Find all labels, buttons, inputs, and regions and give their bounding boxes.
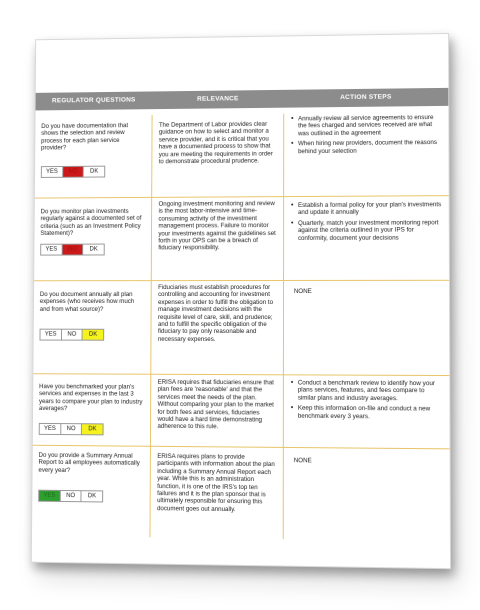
header-relevance: RELEVANCE <box>197 95 239 103</box>
actions-cell <box>284 196 449 280</box>
question-cell <box>32 446 150 538</box>
table-row <box>33 374 450 449</box>
question-text: Have you benchmarked your plan's services and expenses in the last 3 years to compare your plan to industry averages? <box>38 383 143 413</box>
answer-selector <box>40 243 105 255</box>
table-body <box>32 112 450 542</box>
relevance-text: Fiduciaries must establish procedures for controlling and accounting for investment expenses in order to fulfill the obligation to manage investment decisions with the requisite level of care, skill, and prudence; and to fulfill the specific obligation of the fiduciary to pay only reasonable and necessary expenses. <box>157 283 274 343</box>
document-page <box>31 33 451 569</box>
answer-yes[interactable]: YES <box>39 491 60 501</box>
answer-no[interactable]: NO <box>63 166 84 176</box>
question-cell <box>33 374 151 446</box>
question-cell <box>33 281 151 374</box>
actions-cell <box>284 281 450 375</box>
answer-no[interactable]: NO <box>61 424 82 434</box>
question-text: Do you document annually all plan expenses (who receives how much and from what source)? <box>39 291 135 313</box>
relevance-cell <box>151 281 284 374</box>
answer-no[interactable]: NO <box>62 330 83 340</box>
actions-cell <box>284 448 450 542</box>
answer-selector <box>39 423 104 435</box>
question-text: Do you have documentation that shows the selection and review process for each plan service provider? <box>41 122 129 152</box>
table-row <box>33 281 449 376</box>
action-none: NONE <box>293 287 312 295</box>
relevance-text: ERISA requires that fiduciaries ensure that plan fees are 'reasonable' and that the services meet the needs of the plan. Without comparing your plan to the market for both fees and services, fiduciaries would have a hard time demonstrating adherence to this rule. <box>157 378 274 431</box>
header-actions: ACTION STEPS <box>340 93 392 102</box>
answer-yes[interactable]: YES <box>42 167 63 177</box>
action-item: • Keep this information on-file and conduct a new benchmark every 3 years. <box>290 405 444 421</box>
question-cell <box>35 115 152 198</box>
action-item: • When hiring new providers, document the reasons behind your selection <box>290 139 442 155</box>
relevance-text: Ongoing investment monitoring and review is the most labor-intensive and time-consuming activity of the investment management process. Failure to monitor your investments against the guidelines set forth in your OPS can be a breach of fiduciary responsibility. <box>158 200 276 252</box>
relevance-text: ERISA requires plans to provide participants with information about the plan including a Summary Annual Report each year. While this is an administration function, it is one of the IRS's top ten failures and it is the plan sponsor that is ultimately responsible for ensuring this document goes out annually. <box>157 452 275 513</box>
action-none: NONE <box>293 457 312 465</box>
question-cell <box>34 198 151 280</box>
answer-selector <box>38 490 103 503</box>
table-row <box>32 446 450 542</box>
answer-selector <box>39 329 104 341</box>
action-item: • Quarterly, match your investment monitoring report against the criteria outlined in your IPS for conformity, document your decisions <box>290 219 443 242</box>
relevance-cell <box>151 197 284 280</box>
answer-yes[interactable]: YES <box>40 330 61 340</box>
actions-cell <box>284 375 450 448</box>
answer-dk[interactable]: DK <box>82 424 102 434</box>
relevance-text: The Department of Labor provides clear guidance on how to select and monitor a service provider, and it is critical that you have a documented process to show that you are meeting the requirements in order to demonstrate procedural prudence. <box>158 120 273 166</box>
answer-dk[interactable]: DK <box>90 168 99 175</box>
question-text: Do you monitor plan investments regularly against a documented set of criteria (such as an Investment Policy Statement)? <box>40 207 142 238</box>
action-item: • Annually review all service agreements to ensure the fees charged and services received are what was outlined in the agreement <box>290 114 442 138</box>
answer-no[interactable]: NO <box>60 491 81 501</box>
answer-selector <box>41 165 105 177</box>
header-questions: REGULATOR QUESTIONS <box>51 96 136 105</box>
table-header <box>36 88 449 111</box>
answer-dk[interactable]: DK <box>89 246 98 253</box>
relevance-cell <box>150 375 283 447</box>
answer-yes[interactable]: YES <box>41 244 62 254</box>
answer-no[interactable]: NO <box>62 244 83 254</box>
answer-yes[interactable]: YES <box>40 424 61 434</box>
action-item: • Establish a formal policy for your plan's investments and update it annually <box>290 201 443 217</box>
answer-dk[interactable]: DK <box>87 493 97 500</box>
actions-cell <box>284 112 449 196</box>
table-row <box>34 196 449 281</box>
question-text: Do you provide a Summary Annual Report to all employees automatically every year? <box>38 451 140 474</box>
action-item: • Conduct a benchmark review to identify how your plans services, features, and fees compare to similar plans and industry averages. <box>290 379 444 402</box>
relevance-cell <box>152 114 284 197</box>
table-row <box>35 112 449 199</box>
answer-dk[interactable]: DK <box>83 330 103 340</box>
relevance-cell <box>150 447 284 539</box>
